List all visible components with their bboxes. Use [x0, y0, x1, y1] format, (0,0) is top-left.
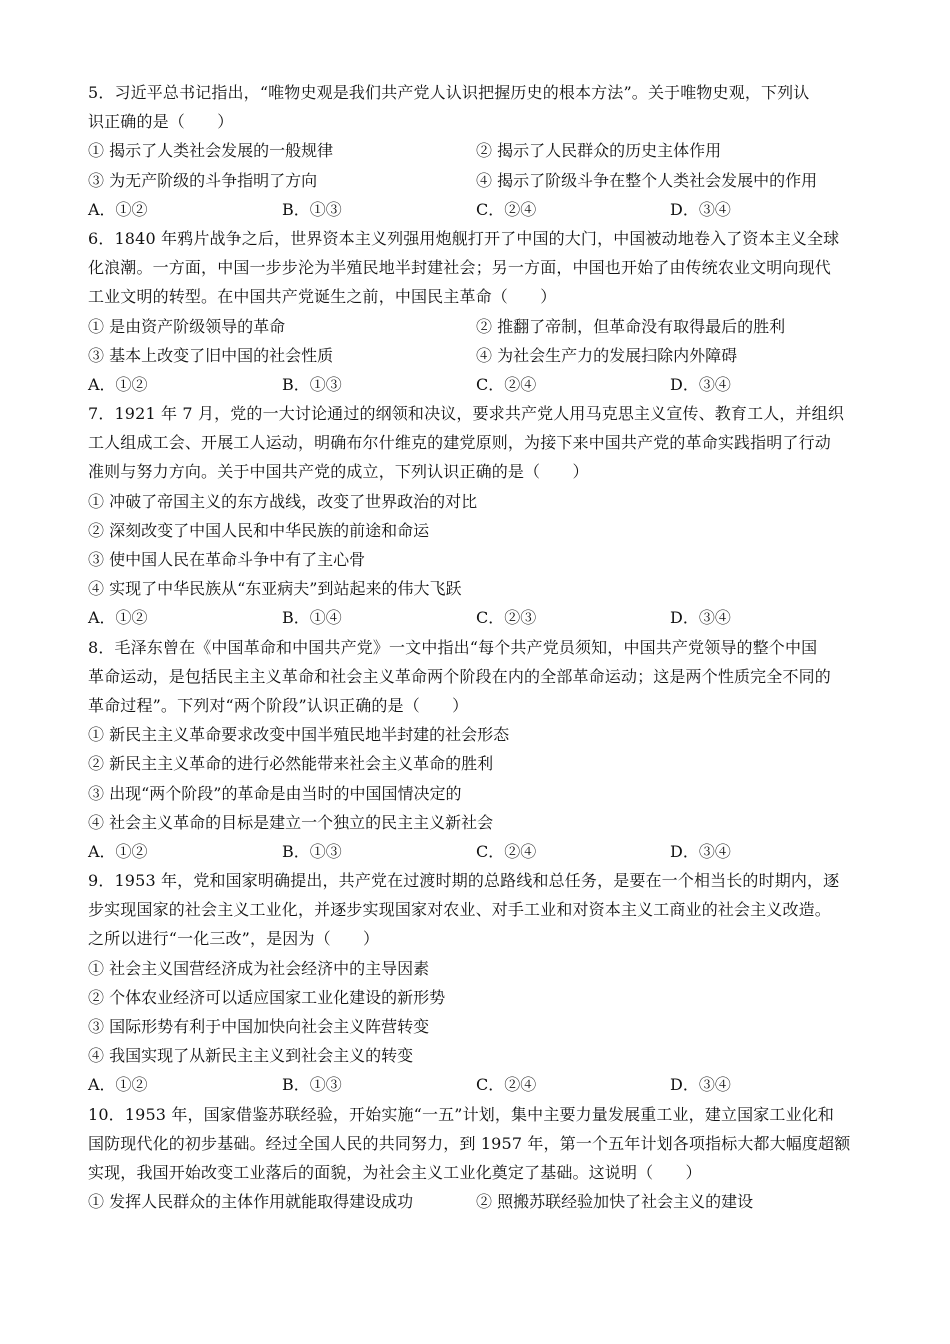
option-b: B．①③ — [282, 199, 342, 219]
option-c: C．②④ — [476, 199, 537, 219]
question-9 — [88, 866, 864, 1100]
statement-4: ④ 实现了中华民族从“东亚病夫”到站起来的伟大飞跃 — [88, 579, 462, 599]
answer-options — [88, 603, 864, 632]
question-stem-line: 工人组成工会、开展工人运动，明确布尔什维克的建党原则，为接下来中国共产党的革命实践指明了行动 — [88, 433, 831, 453]
question-stem-line: 6．1840 年鸦片战争之后，世界资本主义列强用炮舰打开了中国的大门，中国被动地卷入了资本主义全球 — [88, 228, 840, 248]
statement-row — [88, 166, 864, 195]
statement-1: ① 发挥人民群众的主体作用就能取得建设成功 — [88, 1192, 414, 1212]
question-stem-line: 准则与努力方向。关于中国共产党的成立，下列认识正确的是（ ） — [88, 462, 589, 482]
statement-3: ③ 使中国人民在革命斗争中有了主心骨 — [88, 550, 366, 569]
question-6 — [88, 224, 864, 399]
statement-2: ② 照搬苏联经验加快了社会主义的建设 — [476, 1192, 754, 1212]
option-d: D．③④ — [670, 841, 731, 861]
question-stem-line: 10．1953 年，国家借鉴苏联经验，开始实施“一五”计划，集中主要力量发展重工业，建立国家工业化和 — [88, 1104, 835, 1124]
statement-3: ③ 基本上改变了旧中国的社会性质 — [88, 345, 334, 365]
statement-row — [88, 341, 864, 370]
option-b: B．①④ — [282, 608, 342, 628]
option-a: A．①② — [88, 374, 148, 394]
option-d: D．③④ — [670, 608, 731, 628]
option-a: A．①② — [88, 841, 148, 861]
question-stem-line: 7．1921 年 7 月，党的一大讨论通过的纲领和决议，要求共产党人用马克思主义宣传、教育工人，并组织 — [88, 404, 844, 424]
question-stem-line: 工业文明的转型。在中国共产党诞生之前，中国民主革命（ ） — [88, 287, 557, 307]
option-b: B．①③ — [282, 841, 342, 861]
option-b: B．①③ — [282, 374, 342, 394]
statement-row — [88, 136, 864, 165]
statement-2: ② 深刻改变了中国人民和中华民族的前途和命运 — [88, 520, 430, 540]
option-c: C．②③ — [476, 608, 537, 628]
question-7 — [88, 399, 864, 633]
statement-2: ② 个体农业经济可以适应国家工业化建设的新形势 — [88, 987, 446, 1007]
statement-2: ② 揭示了人民群众的历史主体作用 — [476, 141, 722, 161]
statement-3: ③ 国际形势有利于中国加快向社会主义阵营转变 — [88, 1017, 430, 1036]
statement-1: ① 是由资产阶级领导的革命 — [88, 316, 286, 336]
statement-1: ① 社会主义国营经济成为社会经济中的主导因素 — [88, 958, 430, 978]
question-stem-line: 之所以进行“一化三改”，是因为（ ） — [88, 929, 380, 949]
question-8 — [88, 633, 864, 867]
option-d: D．③④ — [670, 1075, 731, 1095]
statement-1: ① 揭示了人类社会发展的一般规律 — [88, 141, 334, 161]
answer-options — [88, 370, 864, 399]
statement-1: ① 新民主主义革命要求改变中国半殖民地半封建的社会形态 — [88, 725, 510, 745]
question-stem-line: 识正确的是（ ） — [88, 112, 234, 132]
answer-options — [88, 195, 864, 224]
question-stem-line: 化浪潮。一方面，中国一步步沦为半殖民地半封建社会；另一方面，中国也开始了由传统农业文明向现代 — [88, 258, 831, 278]
question-list — [88, 78, 864, 1216]
option-d: D．③④ — [670, 199, 731, 219]
statement-row — [88, 312, 864, 341]
question-stem-line: 革命过程”。下列对“两个阶段”认识正确的是（ ） — [88, 695, 469, 715]
statement-1: ① 冲破了帝国主义的东方战线，改变了世界政治的对比 — [88, 491, 478, 511]
statement-2: ② 新民主主义革命的进行必然能带来社会主义革命的胜利 — [88, 754, 494, 774]
statement-3: ③ 出现“两个阶段”的革命是由当时的中国国情决定的 — [88, 783, 462, 803]
option-a: A．①② — [88, 199, 148, 219]
statement-2: ② 推翻了帝制，但革命没有取得最后的胜利 — [476, 316, 786, 336]
option-b: B．①③ — [282, 1075, 342, 1095]
statement-row — [88, 1187, 864, 1216]
option-c: C．②④ — [476, 374, 537, 394]
statement-3: ③ 为无产阶级的斗争指明了方向 — [88, 170, 318, 190]
option-c: C．②④ — [476, 841, 537, 861]
statement-4: ④ 社会主义革命的目标是建立一个独立的民主主义新社会 — [88, 812, 494, 832]
question-stem-line: 8．毛泽东曾在《中国革命和中国共产党》一文中指出“每个共产党员须知，中国共产党领导的整个中国 — [88, 637, 818, 657]
option-d: D．③④ — [670, 374, 731, 394]
question-stem-line: 实现，我国开始改变工业落后的面貌，为社会主义工业化奠定了基础。这说明（ ） — [88, 1162, 702, 1182]
question-stem-line: 9．1953 年，党和国家明确提出，共产党在过渡时期的总路线和总任务，是要在一个相当长的时期内，逐 — [88, 871, 840, 891]
question-stem-line: 革命运动，是包括民主主义革命和社会主义革命两个阶段在内的全部革命运动；这是两个性质完全不同的 — [88, 666, 831, 686]
question-10 — [88, 1100, 864, 1217]
answer-options — [88, 1070, 864, 1099]
question-5 — [88, 78, 864, 224]
statement-4: ④ 揭示了阶级斗争在整个人类社会发展中的作用 — [476, 170, 818, 190]
option-c: C．②④ — [476, 1075, 537, 1095]
option-a: A．①② — [88, 1075, 148, 1095]
answer-options — [88, 837, 864, 866]
statement-4: ④ 为社会生产力的发展扫除内外障碍 — [476, 345, 738, 365]
question-stem-line: 国防现代化的初步基础。经过全国人民的共同努力，到 1957 年，第一个五年计划各项指标大都大幅度超额 — [88, 1133, 851, 1153]
statement-4: ④ 我国实现了从新民主主义到社会主义的转变 — [88, 1046, 414, 1066]
question-stem-line: 步实现国家的社会主义工业化，并逐步实现国家对农业、对手工业和对资本主义工商业的社会主义改造。 — [88, 900, 831, 920]
option-a: A．①② — [88, 608, 148, 628]
question-stem-line: 5．习近平总书记指出，“唯物史观是我们共产党人认识把握历史的根本方法”。关于唯物史观，下列认 — [88, 83, 810, 102]
